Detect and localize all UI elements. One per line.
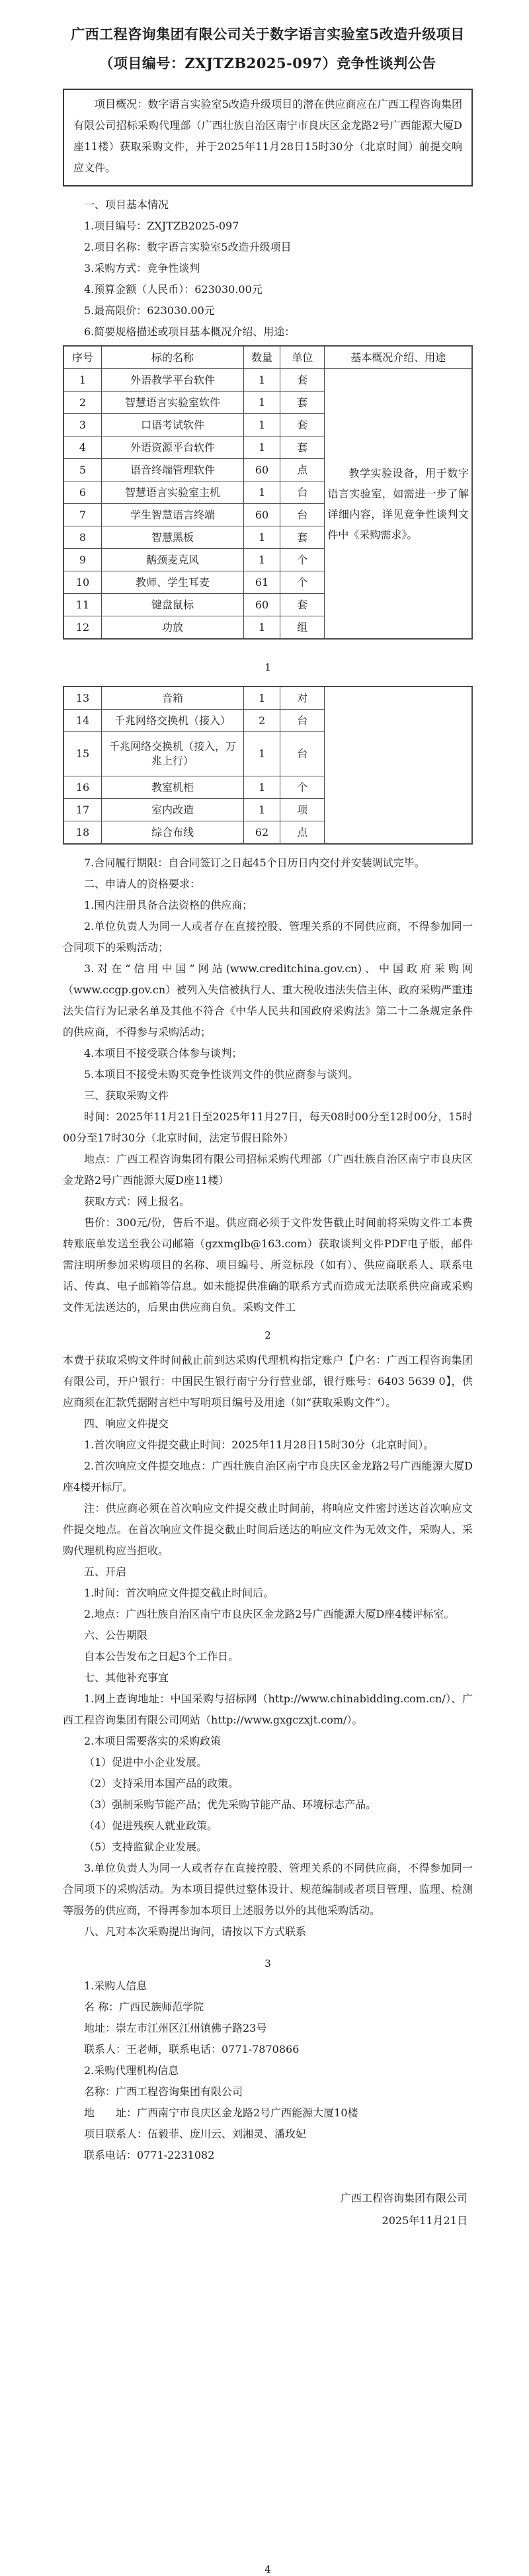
cell-unit: 台 xyxy=(280,481,325,504)
contract-term-line: 7.合同履行期限：自合同签订之日起45个日历日内交付并安装调试完毕。 xyxy=(84,856,425,869)
cell-no: 14 xyxy=(63,710,101,732)
purchaser-info-heading: 1.采购人信息 xyxy=(84,1979,147,1992)
project-overview-text: 项目概况：数字语言实验室5改造升级项目的潜在供应商应在广西工程咨询集团有限公司招标采购代理部（广西壮族自治区南宁市良庆区金龙路2号广西能源大厦D座11楼）获取采购文件，并于2025年11月28日15时30分（北京时间）前提交响应文件。 xyxy=(73,98,462,174)
section-7-heading: 七、其他补充事宜 xyxy=(84,1671,169,1684)
cell-unit: 个 xyxy=(280,571,325,594)
page-2-paragraphs xyxy=(63,852,473,1318)
qualification-item-5: 5.本项目不接受未购买竞争性谈判文件的供应商参与谈判。 xyxy=(84,1068,359,1081)
qualification-item-3: 3.对在“信用中国”网站(www.creditchina.gov.cn)、中国政府采购网（www.ccgp.gov.cn）被列入失信被执行人、重大税收违法失信主体、政府采购严重违法失信行为记录名单及其他不符合《中华人民共和国政府采购法》第二十二条规定条件的供应商，不得参与采购活动； xyxy=(63,962,473,1038)
policy-item-3: （3）强制采购节能产品；优先采购节能产品、环境标志产品。 xyxy=(84,1798,377,1811)
submission-place-line: 2.首次响应文件提交地点：广西壮族自治区南宁市良庆区金龙路2号广西能源大厦D座4楼开标厅。 xyxy=(63,1460,473,1493)
header-no: 序号 xyxy=(63,346,101,369)
cell-name: 智慧语言实验室主机 xyxy=(101,481,243,504)
cell-qty: 1 xyxy=(244,549,280,571)
cell-qty: 1 xyxy=(244,776,280,799)
cell-qty: 1 xyxy=(244,799,280,821)
cell-qty: 61 xyxy=(244,571,280,594)
spec-intro-line: 6.简要规格描述或项目基本概况介绍、用途： xyxy=(84,325,296,338)
project-name-line: 2.项目名称：数字语言实验室5改造升级项目 xyxy=(84,241,292,253)
document-content xyxy=(0,20,529,2576)
section-2-heading: 二、申请人的资格要求： xyxy=(84,878,201,890)
signature-date: 2025年11月21日 xyxy=(382,2214,468,2227)
qualification-item-4: 4.本项目不接受联合体参与谈判； xyxy=(84,1047,243,1059)
cell-unit: 套 xyxy=(280,594,325,616)
document-title xyxy=(63,20,473,78)
cell-qty: 62 xyxy=(244,821,280,845)
cell-name: 千兆网络交换机（接入，万兆上行） xyxy=(101,732,243,776)
cell-name: 智慧语言实验室软件 xyxy=(101,392,243,414)
price-cap-line: 5.最高限价：623030.00元 xyxy=(84,304,215,317)
cell-unit: 套 xyxy=(280,436,325,459)
cell-qty: 1 xyxy=(244,616,280,640)
cell-qty: 1 xyxy=(244,686,280,710)
agency-phone-line: 联系电话：0771-2231082 xyxy=(84,2149,215,2161)
policy-item-2: （2）支持采用本国产品的政策。 xyxy=(84,1777,239,1790)
policy-item-1: （1）促进中小企业发展。 xyxy=(84,1756,208,1768)
section-3-heading: 三、获取采购文件 xyxy=(84,1089,169,1102)
cell-name: 智慧黑板 xyxy=(101,526,243,549)
cell-unit: 项 xyxy=(280,799,325,821)
cell-no: 1 xyxy=(63,369,101,392)
cell-no: 6 xyxy=(63,481,101,504)
cell-no: 7 xyxy=(63,504,101,526)
goods-desc-text: 教学实验设备，用于数字语言实验室，如需进一步了解详细内容，详见竞争性谈判文件中《采购需求》。 xyxy=(327,466,469,541)
cell-unit: 个 xyxy=(280,549,325,571)
cell-qty: 1 xyxy=(244,526,280,549)
submission-deadline-line: 1.首次响应文件提交截止时间：2025年11月28日15时30分（北京时间）。 xyxy=(84,1438,434,1451)
cell-unit: 组 xyxy=(280,616,325,640)
cell-qty: 60 xyxy=(244,504,280,526)
cell-name: 千兆网络交换机（接入） xyxy=(101,710,243,732)
opening-time-line: 1.时间：首次响应文件提交截止时间后。 xyxy=(84,1587,274,1599)
doc-obtain-time-line: 时间：2025年11月21日至2025年11月27日，每天08时00分至12时00分，15时00分至17时30分（北京时间，法定节假日除外） xyxy=(63,1110,473,1144)
cell-name: 外语教学平台软件 xyxy=(101,369,243,392)
cell-no: 11 xyxy=(63,594,101,616)
cell-no: 13 xyxy=(63,686,101,710)
cell-no: 10 xyxy=(63,571,101,594)
agency-info-heading: 2.采购代理机构信息 xyxy=(84,2064,179,2077)
section-4-heading: 四、响应文件提交 xyxy=(84,1417,169,1430)
page-number-2: 2 xyxy=(264,1329,271,1341)
table-row xyxy=(63,686,472,710)
cell-no: 18 xyxy=(63,821,101,845)
goods-table-page1 xyxy=(63,345,473,640)
agency-name-line: 名称：广西工程咨询集团有限公司 xyxy=(84,2085,243,2098)
cell-unit: 台 xyxy=(280,710,325,732)
cell-no: 2 xyxy=(63,392,101,414)
section-1-heading: 一、项目基本情况 xyxy=(84,198,169,211)
doc-obtain-place-line: 地点：广西工程咨询集团有限公司招标采购代理部（广西壮族自治区南宁市良庆区金龙路2号广西能源大厦D座11楼） xyxy=(63,1153,473,1186)
page-4 xyxy=(63,1975,473,2576)
policy-heading: 2.本项目需要落实的采购政策 xyxy=(84,1735,222,1747)
purchaser-contact-line: 联系人：王老师，联系电话：0771-7870866 xyxy=(84,2043,300,2056)
cell-unit: 套 xyxy=(280,526,325,549)
policy-item-4: （4）促进残疾人就业政策。 xyxy=(84,1819,218,1832)
goods-table-page2 xyxy=(63,686,473,845)
page-2 xyxy=(63,686,473,1342)
cell-unit: 套 xyxy=(280,414,325,436)
cell-no: 17 xyxy=(63,799,101,821)
cell-qty: 1 xyxy=(244,481,280,504)
cell-unit: 台 xyxy=(280,504,325,526)
header-unit: 单位 xyxy=(280,346,325,369)
cell-no: 15 xyxy=(63,732,101,776)
cell-name: 语音终端管理软件 xyxy=(101,459,243,481)
cell-name: 键盘鼠标 xyxy=(101,594,243,616)
project-number-line: 1.项目编号：ZXJTZB2025-097 xyxy=(84,220,239,232)
page-3 xyxy=(63,1350,473,1970)
page-number-1: 1 xyxy=(264,661,271,673)
qualification-item-1: 1.国内注册具备合法资格的供应商； xyxy=(84,899,253,911)
cell-name: 音箱 xyxy=(101,686,243,710)
opening-place-line: 2.地点：广西壮族自治区南宁市良庆区金龙路2号广西能源大厦D座4楼评标室。 xyxy=(84,1608,455,1620)
cell-unit: 点 xyxy=(280,821,325,845)
cell-no: 8 xyxy=(63,526,101,549)
doc-obtain-method-line: 获取方式：网上报名。 xyxy=(84,1195,190,1208)
cell-qty: 1 xyxy=(244,369,280,392)
cell-name: 教室机柜 xyxy=(101,776,243,799)
announcement-document xyxy=(0,20,529,2575)
cell-qty: 60 xyxy=(244,594,280,616)
cell-qty: 1 xyxy=(244,392,280,414)
cell-name: 鹅颈麦克风 xyxy=(101,549,243,571)
cell-no: 9 xyxy=(63,549,101,571)
page-number-3: 3 xyxy=(264,1958,271,1970)
section-5-heading: 五、开启 xyxy=(84,1565,127,1578)
purchaser-name-line: 名 称：广西民族师范学院 xyxy=(84,2001,204,2013)
table-desc-cell-empty xyxy=(325,686,472,844)
policy-item-5: （5）支持监狱企业发展。 xyxy=(84,1841,208,1853)
purchaser-address-line: 地址：崇左市江州区江州镇佛子路23号 xyxy=(84,2022,267,2034)
doc-price-continuation: 本费于获取采购文件时间截止前到达采购代理机构指定账户【户名：广西工程咨询集团有限公司，开户银行：中国民生银行南宁分行营业部，银行账号：6403 5639 0】，供应商须在汇款凭据附言栏中写明项目编号及用途（如“获取采购文件”）。 xyxy=(63,1354,473,1409)
signature-block xyxy=(63,2187,473,2232)
cell-name: 教师、学生耳麦 xyxy=(101,571,243,594)
cell-name: 学生智慧语言终端 xyxy=(101,504,243,526)
online-query-line: 1.网上查询地址：中国采购与招标网（http://www.chinabidding.com.cn/）、广西工程咨询集团有限公司网站（http://www.gxgczxjt.com/）。 xyxy=(63,1692,473,1726)
cell-no: 12 xyxy=(63,616,101,640)
project-overview-box xyxy=(63,89,473,187)
procurement-method-line: 3.采购方式：竞争性谈判 xyxy=(84,262,200,274)
agency-address-line: 地 址：广西南宁市良庆区金龙路2号广西能源大厦10楼 xyxy=(84,2106,358,2119)
cell-name: 口语考试软件 xyxy=(101,414,243,436)
cell-no: 5 xyxy=(63,459,101,481)
cell-qty: 2 xyxy=(244,710,280,732)
table-row xyxy=(63,369,472,392)
cell-no: 3 xyxy=(63,414,101,436)
submission-note: 注：供应商必须在首次响应文件提交截止时间前，将响应文件密封送达首次响应文件提交地点。在首次响应文件提交截止时间后送达的响应文件为无效文件，采购人、采购代理机构应当拒收。 xyxy=(63,1502,473,1557)
cell-qty: 1 xyxy=(244,436,280,459)
cell-name: 外语资源平台软件 xyxy=(101,436,243,459)
cell-unit: 套 xyxy=(280,392,325,414)
cell-name: 室内改造 xyxy=(101,799,243,821)
section-8-heading: 八、凡对本次采购提出询问，请按以下方式联系 xyxy=(84,1925,307,1938)
cell-unit: 点 xyxy=(280,459,325,481)
same-leader-restriction: 3.单位负责人为同一人或者存在直接控股、管理关系的不同供应商，不得参加同一合同项下的采购活动。为本项目提供过整体设计、规范编制或者项目管理、监理、检测等服务的供应商，不得再参加本项目上述服务以外的其他采购活动。 xyxy=(63,1862,473,1917)
cell-qty: 60 xyxy=(244,459,280,481)
cell-name: 综合布线 xyxy=(101,821,243,845)
title-line-1: 广西工程咨询集团有限公司关于数字语言实验室5改造升级项目 xyxy=(71,26,465,42)
cell-qty: 1 xyxy=(244,414,280,436)
header-name: 标的名称 xyxy=(101,346,243,369)
header-qty: 数量 xyxy=(244,346,280,369)
doc-price-paragraph: 售价：300元/份，售后不退。供应商必须于文件发售截止时间前将采购文件工本费转账底单发送至我公司邮箱（gzxmglb@163.com）获取谈判文件PDF电子版，邮件需注明所参加采购项目的名称、项目编号、所竞标段（如有）、供应商联系人、联系电话、传真、电子邮箱等信息。如未能提供准确的联系方式而造成无法联系供应商或采购文件无法送达的，后果由供应商自负。采购文件工 xyxy=(63,1216,473,1313)
cell-unit: 个 xyxy=(280,776,325,799)
title-line-2: （项目编号：ZXJTZB2025-097）竞争性谈判公告 xyxy=(99,55,436,71)
cell-unit: 台 xyxy=(280,732,325,776)
qualification-item-2: 2.单位负责人为同一人或者存在直接控股、管理关系的不同供应商，不得参加同一合同项下的采购活动； xyxy=(63,920,473,954)
announcement-period-line: 自本公告发布之日起3个工作日。 xyxy=(84,1650,239,1663)
goods-table-header-row xyxy=(63,346,472,369)
cell-unit: 对 xyxy=(280,686,325,710)
budget-line: 4.预算金额（人民币）：623030.00元 xyxy=(84,283,263,296)
header-desc: 基本概况介绍、用途 xyxy=(325,346,472,369)
cell-no: 16 xyxy=(63,776,101,799)
page-1 xyxy=(63,20,473,674)
section-6-heading: 六、公告期限 xyxy=(84,1629,148,1641)
cell-no: 4 xyxy=(63,436,101,459)
cell-qty: 1 xyxy=(244,732,280,776)
cell-name: 功放 xyxy=(101,616,243,640)
cell-unit: 套 xyxy=(280,369,325,392)
agency-contacts-line: 项目联系人：伍毅菲、庞川云、刘湘灵、潘玫妃 xyxy=(84,2128,307,2140)
signature-company: 广西工程咨询集团有限公司 xyxy=(340,2192,468,2204)
table-desc-cell xyxy=(325,369,472,640)
page-number-4: 4 xyxy=(264,2563,271,2575)
